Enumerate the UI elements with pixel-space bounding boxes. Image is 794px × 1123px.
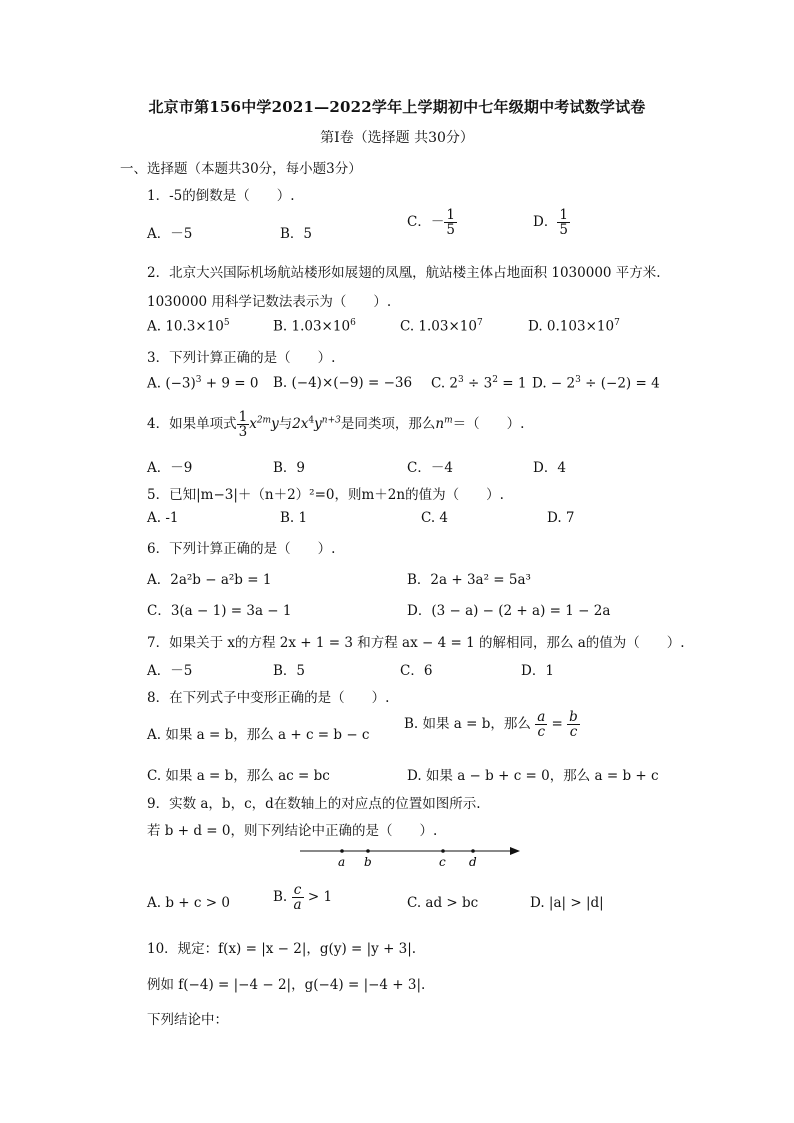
fraction: [557, 208, 570, 237]
question-7-option-a: A．－5: [147, 663, 193, 679]
question-3-option-c: [431, 375, 526, 392]
question-3-option-b: B. (−4)×(−9) = −36: [273, 375, 413, 391]
exponent: 5: [223, 318, 230, 328]
point-d: [471, 849, 475, 853]
fraction-denominator: c: [569, 724, 578, 741]
question-4-stem: [147, 410, 524, 439]
question-3-option-d: [532, 375, 660, 392]
variable: 2x: [292, 416, 309, 433]
page-title: 北京市第156中学2021—2022学年上学期初中七年级期中考试数学试卷: [148, 98, 646, 116]
label-d: d: [469, 855, 477, 869]
question-9-stem: 9．实数 a，b，c，d在数轴上的对应点的位置如图所示.: [147, 796, 481, 812]
question-1-option-c: [407, 208, 457, 237]
question-6-stem: 6．下列计算正确的是（ ）.: [147, 541, 336, 557]
fraction-denominator: c: [537, 724, 545, 741]
label-b: b: [364, 855, 372, 869]
exponent: 3: [458, 375, 464, 385]
option-text: > 1: [307, 889, 333, 906]
question-7-stem: 7．如果关于 x的方程 2x + 1 = 3 和方程 ax − 4 = 1 的解相同，那么 a的值为（ ）.: [147, 635, 685, 651]
option-text-rest: ÷ (−2) = 4: [580, 375, 660, 392]
exponent: 3: [195, 375, 202, 385]
equals-sign: =: [551, 716, 563, 733]
question-6-option-a: A．2a²b − a²b = 1: [147, 572, 272, 588]
question-2-option-a: [147, 318, 230, 335]
variable: x: [249, 416, 257, 433]
point-b: [366, 849, 370, 853]
fraction-numerator: 1: [446, 207, 455, 223]
question-4-option-d: D．4: [533, 460, 566, 476]
option-label: B.: [273, 889, 288, 906]
exponent: 2: [492, 375, 498, 385]
question-8-option-b: [404, 710, 580, 739]
option-text-rest: + 9 = 0: [201, 375, 259, 392]
question-8-option-c: C. 如果 a = b，那么 ac = bc: [147, 768, 330, 784]
question-4-option-b: B．9: [273, 460, 306, 476]
question-3-option-a: [147, 375, 258, 392]
question-2-option-c: [400, 318, 483, 335]
exponent: 4: [308, 415, 315, 426]
exponent: n+3: [321, 415, 341, 426]
variable: y: [271, 416, 279, 433]
variable: y: [314, 416, 322, 433]
question-6-option-d: D．(3 − a) − (2 + a) = 1 − 2a: [407, 603, 611, 619]
option-text: A. 10.3×10: [147, 318, 224, 335]
question-2-stem-line2: 1030000 用科学记数法表示为（ ）.: [147, 294, 392, 310]
question-8-option-a: A. 如果 a = b，那么 a + c = b − c: [147, 727, 370, 743]
option-text-rest: = 1: [497, 375, 527, 392]
question-7-option-b: B．5: [273, 663, 306, 679]
question-1-option-a: A．－5: [147, 226, 193, 242]
question-2-option-b: [273, 318, 356, 335]
exponent: 3: [575, 375, 581, 385]
arrow-right-icon: [510, 847, 520, 855]
question-6-option-c: C．3(a − 1) = 3a − 1: [147, 603, 292, 619]
option-label: C．－: [407, 214, 445, 231]
fraction-denominator: a: [293, 897, 302, 914]
question-5-stem: 5．已知|m−3|＋（n＋2）²=0，则m＋2n的值为（ ）.: [147, 487, 504, 503]
stem-text: 是同类项，那么: [340, 416, 436, 433]
fraction-numerator: 1: [238, 409, 248, 425]
exponent: m: [444, 415, 453, 426]
question-1-option-d: [533, 208, 570, 237]
question-10-tail: 下列结论中：: [147, 1012, 228, 1028]
variable: n: [435, 416, 445, 433]
fraction: [444, 208, 457, 237]
question-5-option-c: C. 4: [421, 510, 449, 526]
exponent: 7: [614, 318, 620, 328]
question-1-option-b: B．5: [280, 226, 313, 242]
label-c: c: [439, 855, 446, 869]
exponent: 7: [476, 318, 483, 328]
option-text: C. 2: [431, 375, 459, 392]
fraction-numerator: 1: [559, 207, 568, 223]
fraction: [567, 710, 580, 739]
number-line: [296, 840, 526, 870]
question-9-option-c: C. ad > bc: [407, 895, 479, 911]
question-2-stem: 2．北京大兴国际机场航站楼形如展翅的凤凰，航站楼主体占地面积 1030000 平方米.: [147, 265, 661, 281]
fraction-numerator: c: [292, 883, 304, 898]
question-10-stem: 10．规定：f(x) = |x − 2|，g(y) = |y + 3|.: [147, 941, 417, 957]
question-8-option-d: D. 如果 a − b + c = 0，那么 a = b + c: [407, 768, 659, 784]
label-a: a: [338, 855, 346, 869]
point-c: [441, 849, 445, 853]
fraction-denominator: 3: [238, 424, 248, 441]
option-text: B. 1.03×10: [273, 318, 351, 335]
fraction-numerator: b: [569, 709, 578, 725]
option-text: A. (−3): [147, 375, 196, 392]
question-7-option-c: C．6: [400, 663, 433, 679]
option-text: C. 1.03×10: [400, 318, 477, 335]
section-heading: 一、选择题（本题共30分，每小题3分）: [120, 161, 362, 177]
question-9-stem-line2: 若 b + d = 0，则下列结论中正确的是（ ）.: [147, 823, 438, 839]
question-9-option-b: [273, 883, 332, 912]
stem-text: 与: [278, 416, 293, 433]
question-5-option-b: B. 1: [280, 510, 308, 526]
option-text: D. − 2: [532, 375, 576, 392]
exponent: 6: [350, 318, 356, 328]
exponent: 2m: [256, 415, 272, 426]
stem-text: 4．如果单项式: [147, 416, 237, 433]
fraction: [237, 410, 250, 439]
question-6-option-b: B．2a + 3a² = 5a³: [407, 572, 531, 588]
option-text: D. 0.103×10: [528, 318, 615, 335]
option-text: B. 如果 a = b，那么: [404, 716, 531, 733]
fraction-denominator: 5: [446, 222, 455, 239]
question-8-stem: 8．在下列式子中变形正确的是（ ）.: [147, 690, 390, 706]
fraction: [292, 883, 304, 912]
option-label: D．: [533, 214, 558, 231]
point-a: [340, 849, 344, 853]
question-10-example: 例如 f(−4) = |−4 − 2|，g(−4) = |−4 + 3|.: [147, 977, 426, 993]
question-5-option-d: D. 7: [547, 510, 575, 526]
question-2-option-d: [528, 318, 620, 335]
fraction: [535, 710, 547, 739]
question-4-option-c: C．－4: [407, 460, 453, 476]
question-9-option-a: A. b + c > 0: [147, 895, 230, 911]
question-3-stem: 3．下列计算正确的是（ ）.: [147, 350, 336, 366]
question-7-option-d: D．1: [521, 663, 554, 679]
option-text-mid: ÷ 3: [463, 375, 493, 392]
question-4-option-a: A．－9: [147, 460, 193, 476]
question-1-stem: 1．-5的倒数是（ ）.: [147, 188, 295, 204]
fraction-numerator: a: [537, 709, 546, 725]
stem-text: ＝（ ）.: [452, 416, 525, 433]
question-9-option-d: D. |a| > |d|: [530, 895, 604, 911]
fraction-denominator: 5: [559, 222, 568, 239]
question-5-option-a: A. -1: [147, 510, 179, 526]
page-subtitle: 第Ⅰ卷（选择题 共30分）: [320, 130, 474, 146]
